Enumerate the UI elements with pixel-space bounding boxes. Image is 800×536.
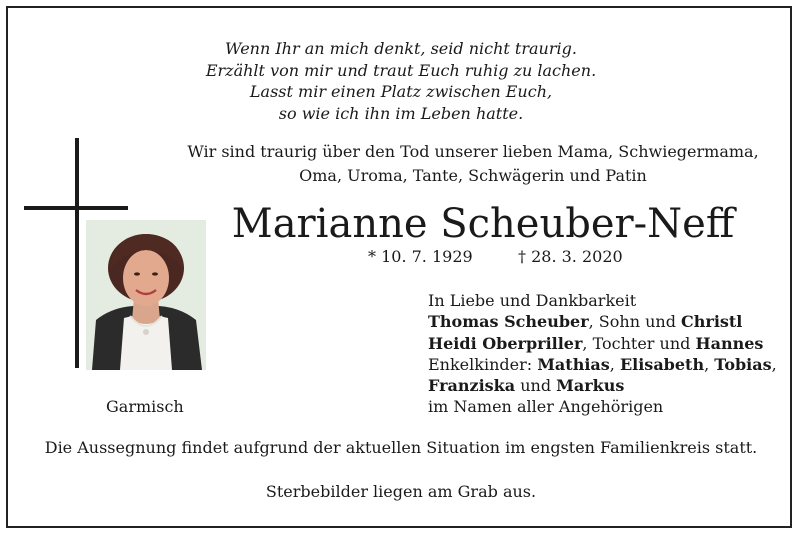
cross-icon-vertical [75,138,79,368]
intro-text [158,140,788,188]
funeral-notice: Die Aussegnung findet aufgrund der aktuellen Situation im engsten Familienkreis statt. [44,438,758,457]
intro-line: Wir sind traurig über den Tod unserer lieben Mama, Schwiegermama, [187,142,759,161]
family-member-name: Tobias [714,354,772,374]
family-relation: , Tochter und [582,333,696,353]
intro-line: Oma, Uroma, Tante, Schwägerin und Patin [299,166,647,185]
poem-line: Lasst mir einen Platz zwischen Euch, [249,82,553,101]
separator: und [515,376,557,396]
family-line [428,375,788,396]
poem-line: Wenn Ihr an mich denkt, seid nicht traurig. [225,39,577,58]
poem-line: so wie ich ihn im Leben hatte. [278,103,524,123]
cross-icon-horizontal [24,206,128,210]
family-relation: Enkelkinder: [428,354,538,374]
family-member-name: Heidi Oberpriller [428,333,583,353]
family-line [428,354,788,375]
family-signatures [428,290,788,418]
family-member-name: Elisabeth [619,354,705,374]
sterbebilder-notice: Sterbebilder liegen am Grab aus. [265,482,537,501]
family-member-name: Christl [681,312,743,332]
family-line: im Namen aller Angehörigen [428,397,664,417]
family-line [428,333,788,354]
family-member-name: Markus [556,376,625,396]
separator: , [771,354,777,374]
obituary-card [6,6,792,528]
family-relation: , Sohn und [588,312,682,332]
family-member-name: Hannes [695,333,764,353]
separator: , [609,354,620,374]
poem [8,38,794,124]
birth-date: * 10. 7. 1929 [368,247,473,266]
place-name: Garmisch [106,397,184,416]
deceased-name: Marianne Scheuber-Neff [231,201,735,247]
family-line: In Liebe und Dankbarkeit [428,291,637,310]
death-date: † 28. 3. 2020 [518,247,623,266]
family-line [428,311,788,332]
separator: , [704,354,715,374]
family-member-name: Mathias [537,354,610,374]
poem-line: Erzählt von mir und traut Euch ruhig zu lachen. [205,60,597,80]
family-member-name: Franziska [428,376,516,396]
family-member-name: Thomas Scheuber [428,312,589,332]
